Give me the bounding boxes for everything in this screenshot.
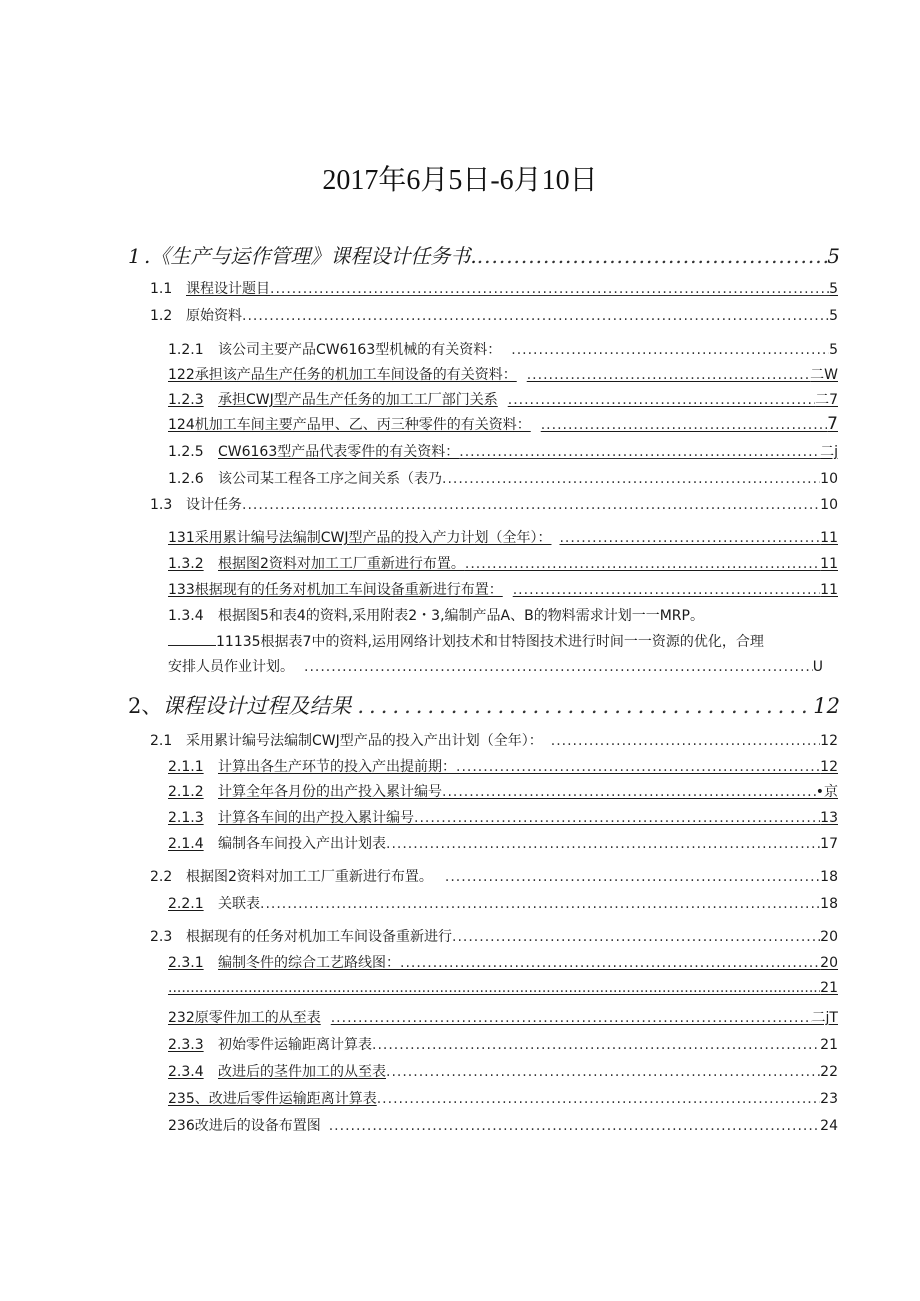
dot-leader <box>414 810 820 826</box>
toc-entry-page: •京 <box>815 784 838 800</box>
toc-entry-page: 10 <box>820 471 838 487</box>
toc-entry-2-3-1[interactable] <box>168 952 838 972</box>
toc-entry-page: 二jT <box>811 1010 838 1026</box>
dot-leader <box>168 980 820 996</box>
dot-leader <box>456 759 820 775</box>
toc-entry-title: 根据图2资料对加工工厂重新进行布置。 <box>186 869 433 885</box>
toc-entry-title: .《生产与运作管理》课程设计任务书. <box>144 244 477 268</box>
dot-leader <box>351 694 813 718</box>
toc-entry-1-2-3[interactable] <box>168 389 838 409</box>
dot-leader <box>386 1064 820 1080</box>
toc-entry-page: 12 <box>813 694 840 718</box>
dot-leader <box>400 955 820 971</box>
toc-entry-number: 1.1 <box>150 281 173 297</box>
toc-entry-title: 采用累计编号法编制CWJ型产品的投入产出计划（全年）： <box>186 733 543 749</box>
dot-leader <box>433 869 820 885</box>
toc-entry-page: 18 <box>820 896 838 912</box>
toc-entry-1-2-2[interactable] <box>168 364 838 384</box>
toc-entry-title: 改进后的茎件加工的从至表 <box>218 1064 386 1080</box>
toc-entry-number: 1.2.1 <box>168 342 204 358</box>
toc-entry-2-1-3[interactable] <box>168 807 838 827</box>
toc-entry-title: 课程设计过程及结果 <box>162 694 352 718</box>
toc-entry-title: 根据图5和表4的资料,采用附表2・3,编制产品A、B的物料需求计划一一MRP。 <box>218 608 704 624</box>
toc-entry-2[interactable] <box>128 690 840 720</box>
dot-leader <box>260 896 820 912</box>
toc-entry-title: 232原零件加工的从至表 <box>168 1010 321 1026</box>
toc-entry-number: 1 <box>128 244 141 268</box>
toc-entry-title: 该公司某工程各工序之间关系（表乃 <box>218 471 442 487</box>
toc-entry-page: 12 <box>820 733 838 749</box>
toc-entry-2-1-2[interactable] <box>168 781 838 801</box>
toc-entry-page: 17 <box>820 836 838 852</box>
dot-leader <box>386 836 820 852</box>
toc-entry-number: 2.1.2 <box>168 784 204 800</box>
toc-entry-page: 11 <box>820 530 838 546</box>
toc-entry-page: 20 <box>820 929 838 945</box>
toc-entry-number: 1.2.3 <box>168 392 204 408</box>
toc-entry-2-2[interactable] <box>150 866 838 886</box>
toc-entry-title: 初始零件运输距离计算表 <box>218 1037 372 1053</box>
dot-leader <box>459 444 820 460</box>
toc-entry-1-1[interactable] <box>150 278 838 298</box>
toc-entry-2-1-4[interactable] <box>168 833 838 853</box>
toc-entry-page: 11 <box>820 582 838 598</box>
toc-entry-number: 2.1.4 <box>168 836 204 852</box>
toc-entry-number: 2.2 <box>150 869 173 885</box>
toc-entry-1-2-6[interactable] <box>168 468 838 488</box>
toc-entry-2-3-1-continued[interactable] <box>168 980 838 996</box>
dot-leader <box>551 530 820 546</box>
toc-entry-number: 2.3 <box>150 929 173 945</box>
toc-entry-page: 二j <box>820 444 838 460</box>
toc-entry-number: 2.3.1 <box>168 955 204 971</box>
dot-leader <box>242 497 820 513</box>
toc-entry-number: 2.3.3 <box>168 1037 204 1053</box>
toc-entry-1-2[interactable] <box>150 305 838 325</box>
toc-entry-1-2-5[interactable] <box>168 441 838 461</box>
toc-entry-title: 131采用累计编号法编制CWJ型产品的投入产力计划（全年）： <box>168 530 552 546</box>
dot-leader <box>294 659 813 675</box>
toc-entry-title: 133根据现有的任务对机加工车间设备重新进行布置： <box>168 582 503 598</box>
dot-leader <box>270 281 829 297</box>
toc-entry-title: 根据现有的任务对机加工车间设备重新进行 <box>186 929 452 945</box>
dot-leader <box>321 1118 820 1134</box>
toc-entry-number: 1.2.6 <box>168 471 204 487</box>
toc-entry-page: 二7 <box>815 392 838 408</box>
toc-entry-title: 122承担该产品生产任务的机加工车间设备的有关资料： <box>168 367 517 383</box>
dot-leader <box>498 392 815 408</box>
dot-leader <box>531 417 827 433</box>
toc-entry-page: 5 <box>827 244 840 268</box>
toc-entry-1-3-1[interactable] <box>168 527 838 547</box>
toc-entry-2-3-5[interactable] <box>168 1088 838 1108</box>
dot-leader <box>321 1010 812 1026</box>
toc-entry-1-3-2[interactable] <box>168 553 838 573</box>
toc-entry-2-3[interactable] <box>150 926 838 946</box>
toc-entry-title: 课程设计题目 <box>186 281 270 297</box>
toc-entry-title: 设计任务 <box>186 497 242 513</box>
toc-entry-number: 2.1.1 <box>168 759 204 775</box>
toc-entry-1-2-4[interactable] <box>168 414 838 434</box>
toc-entry-1-2-1[interactable] <box>168 339 838 359</box>
toc-entry-page: 24 <box>820 1118 838 1134</box>
toc-entry-2-3-2[interactable] <box>168 1007 838 1027</box>
dot-leader <box>372 1037 820 1053</box>
date-line: 2017年6月5日-6月10日 <box>322 165 598 196</box>
toc-entry-page: 13 <box>820 810 838 826</box>
toc-entry-number: 2.3.4 <box>168 1064 204 1080</box>
toc-entry-page: 5 <box>829 308 838 324</box>
dot-leader <box>442 784 816 800</box>
toc-entry-title: 安排人员作业计划。 <box>168 659 294 675</box>
toc-entry-page: 11 <box>820 556 838 572</box>
dot-leader <box>477 244 828 268</box>
dot-leader <box>517 367 810 383</box>
toc-entry-2-3-4[interactable] <box>168 1061 838 1081</box>
toc-entry-title: 124机加工车间主要产品甲、乙、丙三种零件的有关资料： <box>168 417 531 433</box>
toc-entry-title: 计算全年各月份的出产投入累计编号 <box>218 784 442 800</box>
toc-entry-page: 5 <box>829 281 838 297</box>
toc-entry-title: 根据图2资料对加工工厂重新进行布置。 <box>218 556 465 572</box>
toc-entry-page: U <box>812 659 823 675</box>
toc-entry-number: 2.2.1 <box>168 896 204 912</box>
toc-entry-page: 二W <box>810 367 838 383</box>
toc-entry-title: 235、改进后零件运输距离计算表 <box>168 1091 377 1107</box>
toc-entry-number: 1.2.5 <box>168 444 204 460</box>
dot-leader <box>377 1091 820 1107</box>
toc-entry-page: 21 <box>820 1037 838 1053</box>
toc-entry-title: 关联表 <box>218 896 260 912</box>
toc-entry-title: 该公司主要产品CW6163型机械的有关资料： <box>218 342 502 358</box>
toc-entry-number: 2、 <box>128 694 163 718</box>
toc-entry-page: 5 <box>829 342 838 358</box>
toc-entry-2-1-1[interactable] <box>168 756 838 776</box>
toc-entry-page: 23 <box>820 1091 838 1107</box>
toc-entry-2-3-3[interactable] <box>168 1034 838 1054</box>
dot-leader <box>442 471 820 487</box>
toc-entry-title: 承担CWJ型产品生产任务的加工工厂部门关系 <box>218 392 498 408</box>
toc-entry-number: 2.1.3 <box>168 810 204 826</box>
toc-entry-1[interactable] <box>128 240 840 269</box>
toc-entry-title: 编制各车间投入产出计划表 <box>218 836 386 852</box>
toc-entry-1-3-5-line2[interactable] <box>168 656 823 676</box>
toc-entry-title: 11135根据表7中的资料,运用网络计划技术和甘特图技术进行时间一一资源的优化，合理 <box>216 634 764 650</box>
toc-entry-title: 236改进后的设备布置图 <box>168 1118 321 1134</box>
toc-entry-1-3-3[interactable] <box>168 579 838 599</box>
toc-entry-1-3-5-line1[interactable] <box>168 631 764 651</box>
toc-entry-title: 原始资料 <box>186 308 242 324</box>
dot-leader <box>452 929 820 945</box>
toc-entry-number: 2.1 <box>150 733 173 749</box>
toc-entry-number: 1.2 <box>150 308 173 324</box>
toc-entry-number: 1.3.2 <box>168 556 204 572</box>
dot-leader <box>543 733 820 749</box>
toc-entry-page: 21 <box>820 980 838 996</box>
dot-leader <box>503 582 820 598</box>
toc-entry-title: 计算出各生产环节的投入产出提前期： <box>218 759 456 775</box>
dot-leader <box>501 342 829 358</box>
toc-entry-title: CW6163型产品代表零件的有关资料： <box>218 444 460 460</box>
toc-entry-title: 编制冬件的综合工艺路线图： <box>218 955 400 971</box>
toc-entry-1-3[interactable] <box>150 494 838 514</box>
toc-entry-title: 计算各车间的出产投入累计编号 <box>218 810 414 826</box>
toc-entry-page: 10 <box>820 497 838 513</box>
dot-leader <box>242 308 829 324</box>
toc-entry-number: 1.3 <box>150 497 173 513</box>
toc-entry-page: 22 <box>820 1064 838 1080</box>
toc-entry-page: 18 <box>820 869 838 885</box>
toc-entry-1-3-4[interactable] <box>168 605 838 625</box>
toc-entry-page: 20 <box>820 955 838 971</box>
toc-entry-page: 12 <box>820 759 838 775</box>
toc-entry-2-3-6[interactable] <box>168 1115 838 1135</box>
toc-entry-2-1[interactable] <box>150 730 838 750</box>
toc-entry-page: 7 <box>827 414 838 434</box>
toc-entry-2-2-1[interactable] <box>168 893 838 913</box>
dot-leader <box>465 556 820 572</box>
toc-entry-number: 1.3.4 <box>168 608 204 624</box>
